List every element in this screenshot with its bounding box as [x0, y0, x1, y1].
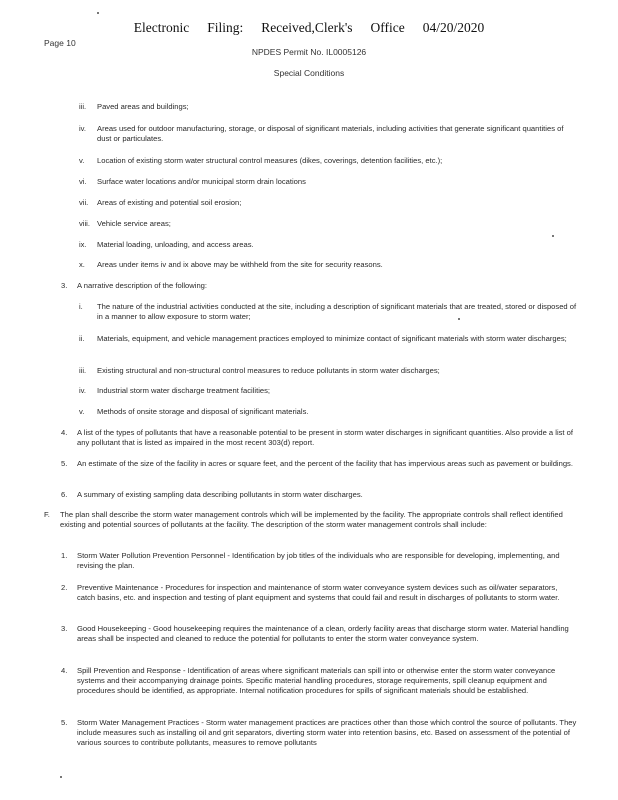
section-title: Special Conditions: [273, 68, 345, 78]
stamp-date: 04/20/2020: [422, 20, 485, 35]
scan-speck: [552, 235, 554, 237]
stamp-received-clerks: Received,Clerk's: [261, 20, 353, 35]
scan-speck: [458, 318, 460, 320]
scan-speck: [60, 776, 62, 778]
page-number: Page 10: [44, 38, 76, 48]
stamp-filing: Filing:: [207, 20, 244, 35]
stamp-electronic: Electronic: [133, 20, 190, 35]
permit-number: NPDES Permit No. IL0005126: [251, 47, 367, 57]
scan-speck: [97, 12, 99, 14]
stamp-office: Office: [370, 20, 405, 35]
electronic-filing-stamp: [0, 20, 618, 36]
